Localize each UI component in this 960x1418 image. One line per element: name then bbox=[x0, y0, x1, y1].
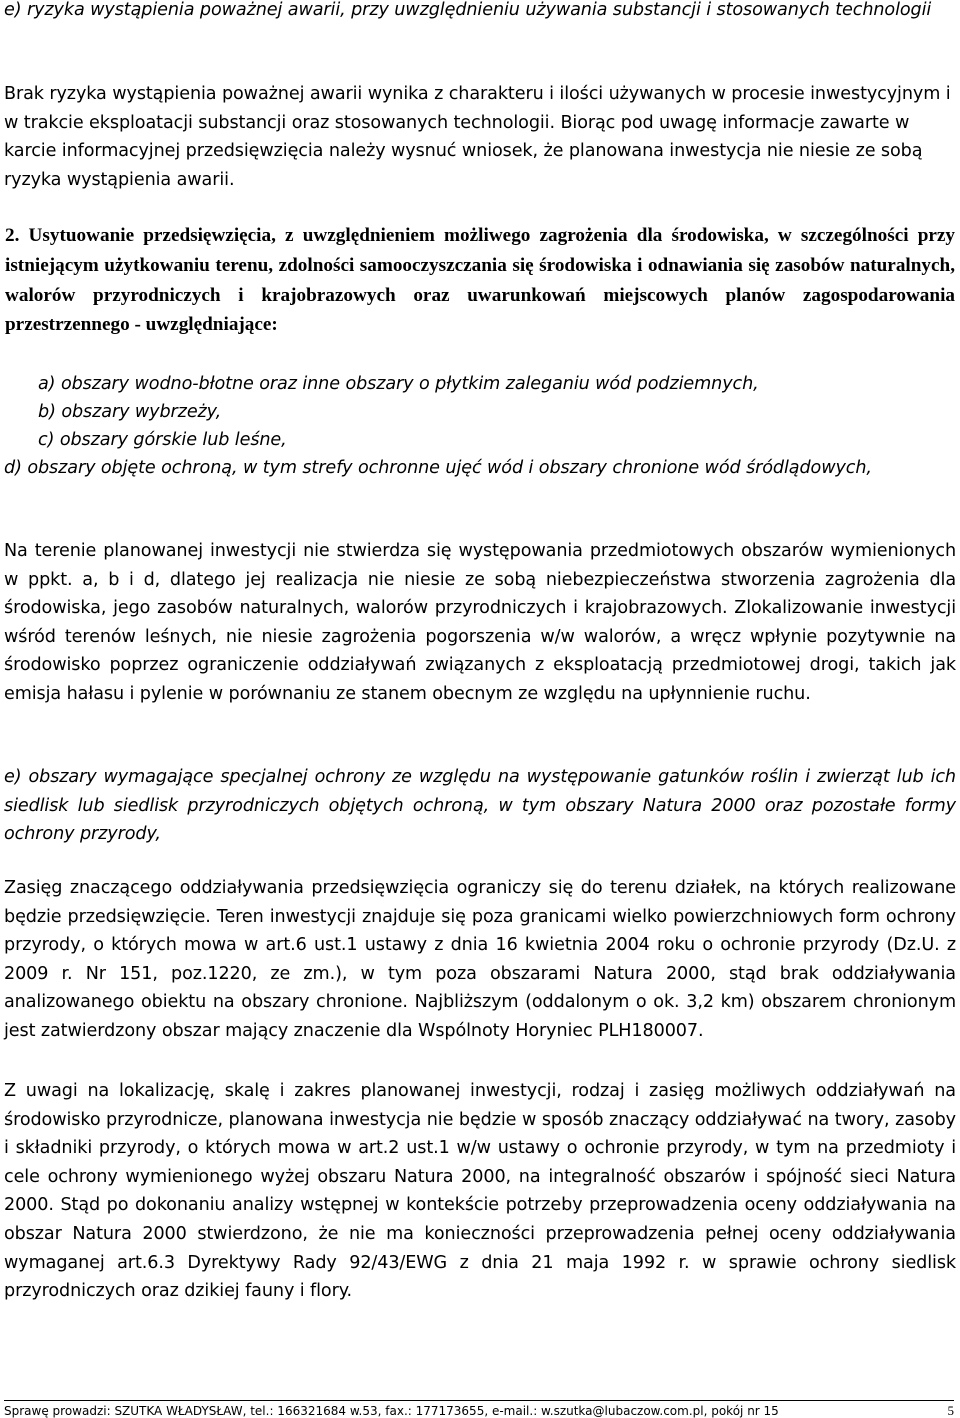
section-2-heading: 2. Usytuowanie przedsięwzięcia, z uwzględnieniem możliwego zagrożenia dla środowiska, w szczególności przy istniejącym użytkowaniu terenu, zdolności samooczyszczania się środowiska i odnawiania się zasobów naturalnych, walorów przyrodniczych i krajobrazowych oraz uwarunkowań miejscowych planów zagospodarowania przestrzennego - uwzględniające: bbox=[5, 225, 955, 336]
item-d: d) obszary objęte ochroną, w tym strefy ochronne ujęć wód i obszary chronione wód śródlądowych, bbox=[4, 458, 872, 478]
item-e: e) obszary wymagające specjalnej ochrony ze względu na występowanie gatunków roślin i zwierząt lub ich siedlisk lub siedlisk przyrodniczych objętych ochroną, w tym obszary Natura 2000 oraz pozostałe formy ochrony przyrody, bbox=[4, 767, 956, 845]
paragraph-e2: Z uwagi na lokalizację, skalę i zakres planowanej inwestycji, rodzaj i zasięg możliwych oddziaływań na środowisko przyrodnicze, planowana inwestycja nie będzie w sposób znaczący oddziaływać na twory, zasoby i składniki przyrody, o których mowa w art.2 ust.1 w/w ustawy o ochronie przyrody, w tym na przedmioty i cele ochrony wymienionego wyżej obszaru Natura 2000, na integralność obszarów i spójność sieci Natura 2000. Stąd po dokonaniu analizy wstępnej w kontekście potrzeby przeprowadzenia oceny oddziaływania na obszar Natura 2000 stwierdzono, że nie ma konieczności przeprowadzenia pełnej oceny oddziaływania wymaganej art.6.3 Dyrektywy Rady 92/43/EWG z dnia 21 maja 1992 r. w sprawie ochrony siedlisk przyrodniczych oraz dzikiej fauny i flory. bbox=[4, 1081, 956, 1302]
page-number: 5 bbox=[947, 1403, 954, 1418]
paragraph-abcd: Na terenie planowanej inwestycji nie stwierdza się występowania przedmiotowych obszarów wymienionych w ppkt. a, b i d, dlatego jej realizacja nie niesie ze sobą niebezpieczeństwa stworzenia zagrożenia dla środowiska, jego zasobów naturalnych, walorów przyrodniczych i krajobrazowych. Zlokalizowanie inwestycji wśród terenów leśnych, nie niesie zagrożenia pogorszenia w/w walorów, a wręcz wpłynie pozytywnie na środowisko poprzez ograniczenie oddziaływań związanych z eksploatacją przedmiotowej drogi, takich jak emisja hałasu i pylenie w porównaniu ze stanem obecnym ze względu na upłynnienie ruchu. bbox=[4, 541, 956, 704]
item-c: c) obszary górskie lub leśne, bbox=[38, 430, 287, 450]
footer-contact: Sprawę prowadzi: SZUTKA WŁADYSŁAW, tel.: 166321684 w.53, fax.: 177173655, e-mail.: w.szutka@lubaczow.com.pl, pokój nr 15 bbox=[4, 1404, 779, 1418]
item-b: b) obszary wybrzeży, bbox=[38, 402, 222, 422]
section-e-heading: e) ryzyka wystąpienia poważnej awarii, przy uwzględnieniu używania substancji i stosowanych technologii bbox=[4, 0, 932, 20]
item-a: a) obszary wodno-błotne oraz inne obszary o płytkim zaleganiu wód podziemnych, bbox=[38, 374, 759, 394]
page-footer bbox=[4, 1400, 954, 1418]
section-e-body: Brak ryzyka wystąpienia poważnej awarii wynika z charakteru i ilości używanych w procesie inwestycyjnym i w trakcie eksploatacji substancji oraz stosowanych technologii. Biorąc pod uwagę informacje zawarte w karcie informacyjnej przedsięwzięcia należy wysnuć wniosek, że planowana inwestycja nie niesie ze sobą ryzyka wystąpienia awarii. bbox=[4, 84, 951, 190]
paragraph-e1: Zasięg znaczącego oddziaływania przedsięwzięcia ograniczy się do terenu działek, na których realizowane będzie przedsięwzięcie. Teren inwestycji znajduje się poza granicami wielko powierzchniowych form ochrony przyrody, o których mowa w art.6 ust.1 ustawy z dnia 16 kwietnia 2004 roku o ochronie przyrody (Dz.U. z 2009 r. Nr 151, poz.1220, ze zm.), w tym poza obszarami Natura 2000, stąd brak oddziaływania analizowanego obiektu na obszary chronione. Najbliższym (oddalonym o ok. 3,2 km) obszarem chronionym jest zatwierdzony obszar mający znaczenie dla Wspólnoty Horyniec PLH180007. bbox=[4, 878, 956, 1041]
